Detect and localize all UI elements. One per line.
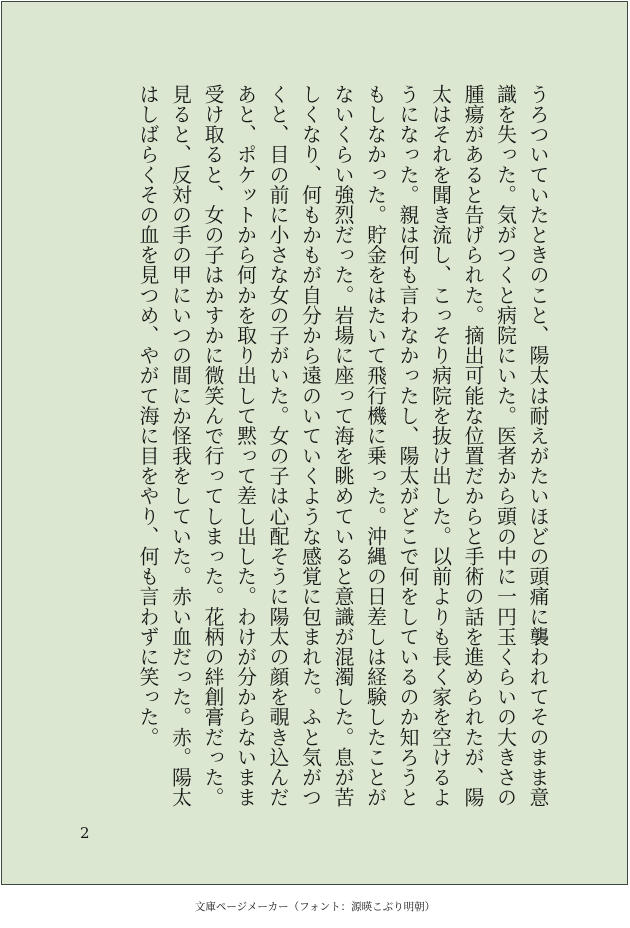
book-page — [1, 1, 628, 885]
text-column-13: はしばらくその血を見つめ、やがて海に目をやり、何も言わずに笑った。 — [136, 84, 159, 747]
footer-credit: 文庫ページメーカー（フォント：源暎こぶり明朝） — [194, 901, 436, 913]
text-column-10: あと、ポケットから何かを取り出して黙って差し出した。わけが分からないまま — [233, 84, 257, 808]
text-column-4: 太はそれを聞き流し、こっそり病院を抜け出した。以前よりも長く家を空けるよ — [428, 84, 452, 808]
text-column-12: 見ると、反対の手の甲にいつの間にか怪我をしていた。赤い血だった。赤。陽太 — [168, 84, 192, 808]
page-number: 2 — [80, 824, 90, 842]
text-column-8: しくなり、何もかもが自分から遠のいていくような感覚に包まれた。ふと気がつ — [298, 84, 322, 808]
text-column-3: 腫瘍があると告げられた。摘出可能な位置だからと手術の話を進められたが、陽 — [461, 84, 484, 808]
text-column-2: 識を失った。気がつくと病院にいた。医者から頭の中に一円玉くらいの大きさの — [493, 84, 517, 808]
text-column-6: もしなかった。貯金をはたいて飛行機に乗った。沖縄の日差しは経験したことが — [363, 84, 387, 808]
text-column-5: うになった。親は何も言わなかったし、陽太がどこで何をしているのか知ろうと — [396, 84, 419, 808]
text-column-1: うろついていたときのこと、陽太は耐えがたいほどの頭痛に襲われてそのまま意 — [526, 84, 549, 808]
text-column-11: 受け取ると、女の子はかすかに微笑んで行ってしまった。花柄の絆創膏だった。 — [201, 84, 224, 808]
text-column-9: くと、目の前に小さな女の子がいた。女の子は心配そうに陽太の顔を覗き込んだ — [266, 84, 289, 808]
text-column-7: ないくらい強烈だった。岩場に座って海を眺めていると意識が混濁した。息が苦 — [331, 84, 354, 808]
vertical-body-text — [131, 84, 554, 824]
